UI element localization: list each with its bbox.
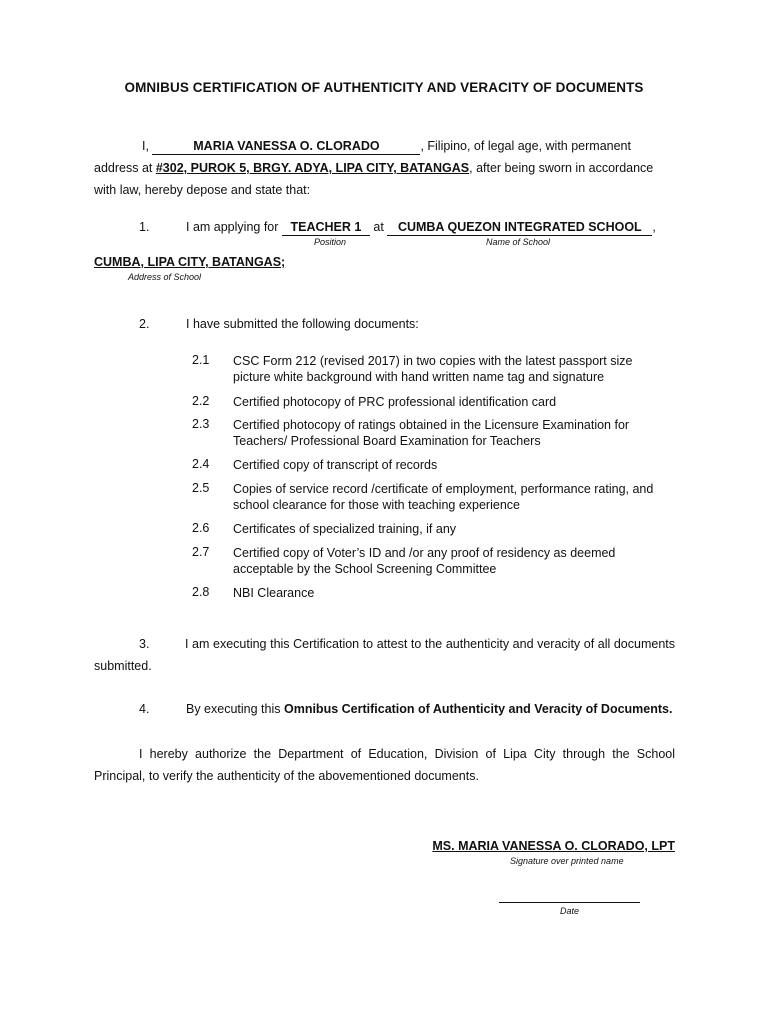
doc-number: 2.1	[192, 353, 210, 367]
doc-item: CSC Form 212 (revised 2017) in two copies with the latest passport size picture white background with hand written name tag and signature	[233, 354, 633, 384]
doc-number: 2.2	[192, 394, 210, 408]
authorization-paragraph: I hereby authorize the Department of Education, Division of Lipa City through the School Principal, to verify the authenticity of the abovementioned documents.	[94, 747, 675, 783]
doc-number: 2.7	[192, 545, 210, 559]
intro-line-2	[94, 157, 675, 179]
doc-item: Certified copy of transcript of records	[233, 458, 438, 472]
intro-paragraph	[94, 135, 675, 201]
school-address: CUMBA, LIPA CITY, BATANGAS;	[94, 255, 286, 269]
item1-line	[186, 220, 656, 236]
item2-number: 2.	[139, 317, 150, 331]
signature-name: MS. MARIA VANESSA O. CLORADO, LPT	[432, 839, 675, 853]
item1-comma: ,	[652, 220, 656, 234]
item4-bold: Omnibus Certification of Authenticity and Veracity of Documents.	[283, 702, 673, 716]
date-line	[499, 902, 640, 903]
item1-at: at	[373, 220, 384, 234]
school-caption: Name of School	[486, 237, 551, 247]
item1-prefix: I am applying for	[186, 220, 279, 234]
item2-text: I have submitted the following documents:	[186, 317, 419, 331]
signature-caption: Signature over printed name	[510, 856, 624, 866]
date-caption: Date	[560, 906, 580, 916]
doc-number: 2.3	[192, 417, 210, 431]
doc-item: Certificates of specialized training, if any	[233, 522, 457, 536]
item3-text: I am executing this Certification to attest to the authenticity and veracity of all documents submitted.	[94, 637, 675, 673]
item1-position: TEACHER 1	[282, 220, 370, 236]
doc-number: 2.4	[192, 457, 210, 471]
doc-number: 2.5	[192, 481, 210, 495]
doc-item: Copies of service record /certificate of employment, performance rating, and school clearance for those with teaching experience	[233, 482, 654, 512]
intro-address-prefix: address at	[94, 161, 153, 175]
item3-paragraph	[94, 633, 675, 677]
school-address-caption: Address of School	[128, 272, 202, 282]
intro-after-address: , after being sworn in accordance	[469, 161, 654, 175]
item4-paragraph	[139, 702, 672, 716]
intro-after-name: , Filipino, of legal age, with permanent	[420, 139, 631, 153]
intro-prefix: I,	[142, 139, 149, 153]
item4-prefix: By executing this	[186, 702, 281, 716]
item1-school: CUMBA QUEZON INTEGRATED SCHOOL	[387, 220, 652, 236]
doc-item: Certified copy of Voter’s ID and /or any proof of residency as deemed acceptable by the School Screening Committee	[233, 546, 616, 576]
item4-number: 4.	[139, 702, 150, 716]
intro-line-1	[94, 135, 675, 157]
document-title: OMNIBUS CERTIFICATION OF AUTHENTICITY AND VERACITY OF DOCUMENTS	[124, 80, 644, 95]
doc-number: 2.8	[192, 585, 210, 599]
applicant-address: #302, PUROK 5, BRGY. ADYA, LIPA CITY, BATANGAS	[155, 161, 470, 175]
doc-item: Certified photocopy of ratings obtained in the Licensure Examination for Teachers/ Professional Board Examination for Teachers	[233, 418, 630, 448]
item3-number: 3.	[139, 637, 150, 651]
position-caption: Position	[314, 237, 347, 247]
applicant-name: MARIA VANESSA O. CLORADO	[152, 139, 420, 155]
doc-item: NBI Clearance	[233, 586, 315, 600]
doc-item: Certified photocopy of PRC professional identification card	[233, 395, 557, 409]
intro-line-3: with law, hereby depose and state that:	[94, 183, 311, 197]
doc-number: 2.6	[192, 521, 210, 535]
item1-number: 1.	[139, 220, 150, 234]
